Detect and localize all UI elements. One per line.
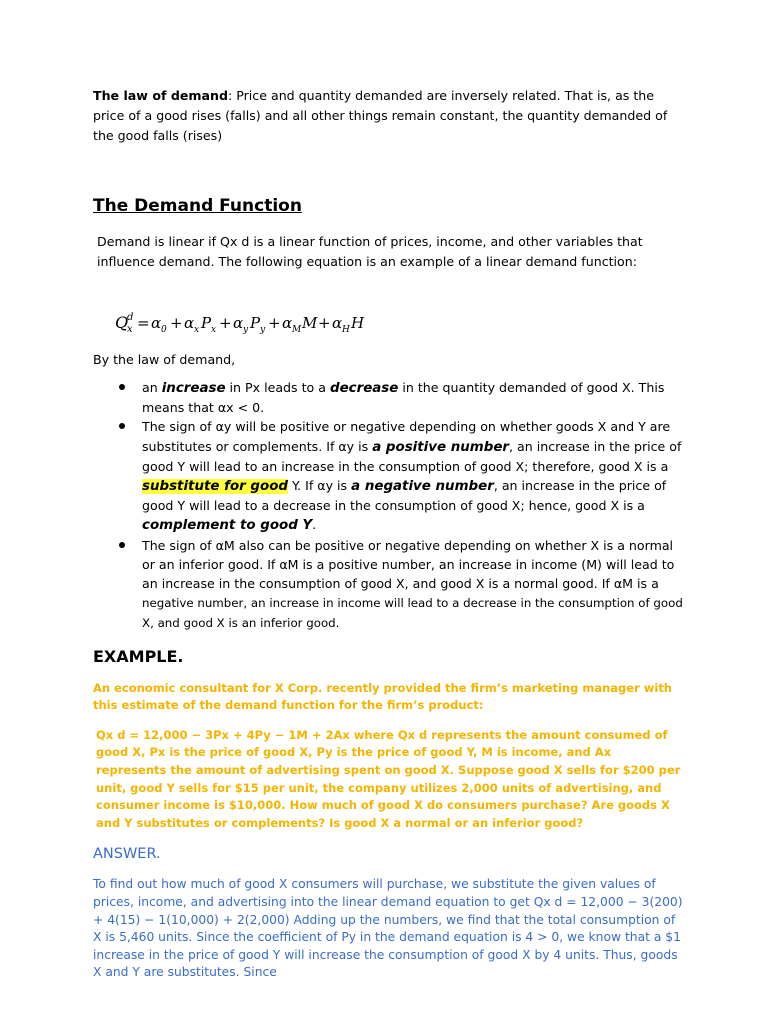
svg-text:α: α <box>233 314 244 332</box>
svg-text:y: y <box>260 325 266 335</box>
svg-text:P: P <box>201 314 212 332</box>
bullet1-text-e: in the quantity demanded of good X. This means that αx < 0. <box>142 380 665 416</box>
law-of-demand-definition: : Price and quantity demanded are inversely related. That is, as the price of a good rises (falls) and all other things remain constant, the quantity demanded of the good falls (rises) <box>93 88 668 143</box>
svg-text:d: d <box>127 312 134 323</box>
bullet-item-cross-price <box>93 417 683 535</box>
svg-text:+: + <box>318 314 331 332</box>
svg-text:x: x <box>194 325 200 335</box>
example-question-text: Qx d = 12,000 − 3Px + 4Py − 1M + 2Ax where Qx d represents the amount consumed of good X, Px is the price of good X, Py is the price of good Y, M is income, and Ax represents the amount of advertising spent on good X. Suppose good X sells for $200 per unit, good Y sells for $15 per unit, the company utilizes 2,000 units of advertising, and consumer income is $10,000. How much of good X do consumers purchase? Are goods X and Y substitutes or complements? Is good X a normal or an inferior good? <box>96 727 681 830</box>
svg-text:M: M <box>292 325 302 335</box>
bullet2-complement: complement to good Y <box>142 518 313 534</box>
svg-text:α: α <box>151 314 162 332</box>
svg-text:H: H <box>351 314 365 332</box>
answer-text: To find out how much of good X consumers will purchase, we substitute the given values of prices, income, and advertising into the linear demand equation to get Qx d = 12,000 − 3(200) + 4(15) − 1(10,000) + 2(2,000) Adding up the numbers, we find that the total consumption of X is 5,460 units. Since the coefficient of Py in the demand equation is 4 > 0, we know that a $1 increase in the price of good Y will increase the consumption of good X by 4 units. Thus, goods X and Y are substitutes. Since <box>93 877 683 980</box>
law-of-demand-bullet-list <box>93 378 683 634</box>
bullet2-negative-number: a negative number <box>351 479 494 495</box>
svg-text:x: x <box>211 325 217 335</box>
demand-function-heading: The Demand Function <box>93 196 302 216</box>
bullet2-text-c: , an increase in the price of good Y will lead to an increase in the consumption of good X; therefore, good X is a <box>142 438 682 474</box>
svg-text:x: x <box>127 324 133 335</box>
bullet3-text-b: negative number, an increase in income will lead to a decrease in the consumption of good X, and good X is an inferior good. <box>142 596 683 631</box>
law-of-demand-paragraph <box>93 86 683 146</box>
svg-text:+: + <box>268 314 281 332</box>
svg-text:H: H <box>342 325 350 335</box>
bullet1-decrease: decrease <box>329 381 399 396</box>
svg-text:P: P <box>250 314 261 332</box>
document-page <box>93 86 683 982</box>
svg-text:0: 0 <box>161 325 167 335</box>
bullet2-text-a: The sign of αy will be positive or negative depending on whether goods X and Y are substitutes or complements. If αy is <box>142 419 671 454</box>
svg-text:α: α <box>332 314 343 332</box>
svg-text:y: y <box>243 325 249 335</box>
bullet3-text-a: The sign of αM also can be positive or negative depending on whether X is a normal or an inferior good. If αM is a positive number, an increase in income (M) will lead to an increase in the consumption of good X, and good X is a normal good. If αM is a <box>142 537 675 592</box>
bullet-item-own-price <box>93 378 683 417</box>
bullet2-text-e: Y. If αy is <box>288 478 352 494</box>
bullet1-text-c: in Px leads to a <box>225 380 330 395</box>
example-intro-text: An economic consultant for X Corp. recently provided the firm’s marketing manager with this estimate of the demand function for the firm’s product: <box>93 680 672 713</box>
demand-equation <box>115 308 683 344</box>
demand-function-paragraph: Demand is linear if Qx d is a linear function of prices, income, and other variables that influence demand. The following equation is an example of a linear demand function: <box>97 234 643 269</box>
bullet1-text-a: an <box>142 380 162 395</box>
bullet2-positive-number: a positive number <box>372 439 510 455</box>
svg-text:M: M <box>302 314 318 332</box>
svg-text:Q: Q <box>115 313 129 332</box>
bullet2-text-g: , an increase in the price of good Y will lead to a decrease in the consumption of good X; hence, good X is a <box>142 478 667 514</box>
svg-text:+: + <box>219 314 232 332</box>
bullet-marker <box>119 542 125 548</box>
svg-text:α: α <box>282 314 293 332</box>
bullet1-increase: increase <box>161 381 226 396</box>
bullet2-text-i: . <box>312 517 317 533</box>
bullet2-substitute-highlight: substitute for good <box>142 479 288 495</box>
bullet-marker <box>119 423 125 429</box>
answer-heading: ANSWER. <box>93 846 161 863</box>
demand-equation-formula <box>115 308 385 338</box>
svg-text:α: α <box>184 314 195 332</box>
law-of-demand-term: The law of demand <box>93 88 228 103</box>
example-heading: EXAMPLE. <box>93 646 184 666</box>
by-law-of-demand-text: By the law of demand, <box>93 352 236 367</box>
svg-text:=: = <box>137 314 150 332</box>
bullet-marker <box>119 384 125 390</box>
bullet-item-income <box>93 536 683 634</box>
svg-text:+: + <box>170 314 183 332</box>
